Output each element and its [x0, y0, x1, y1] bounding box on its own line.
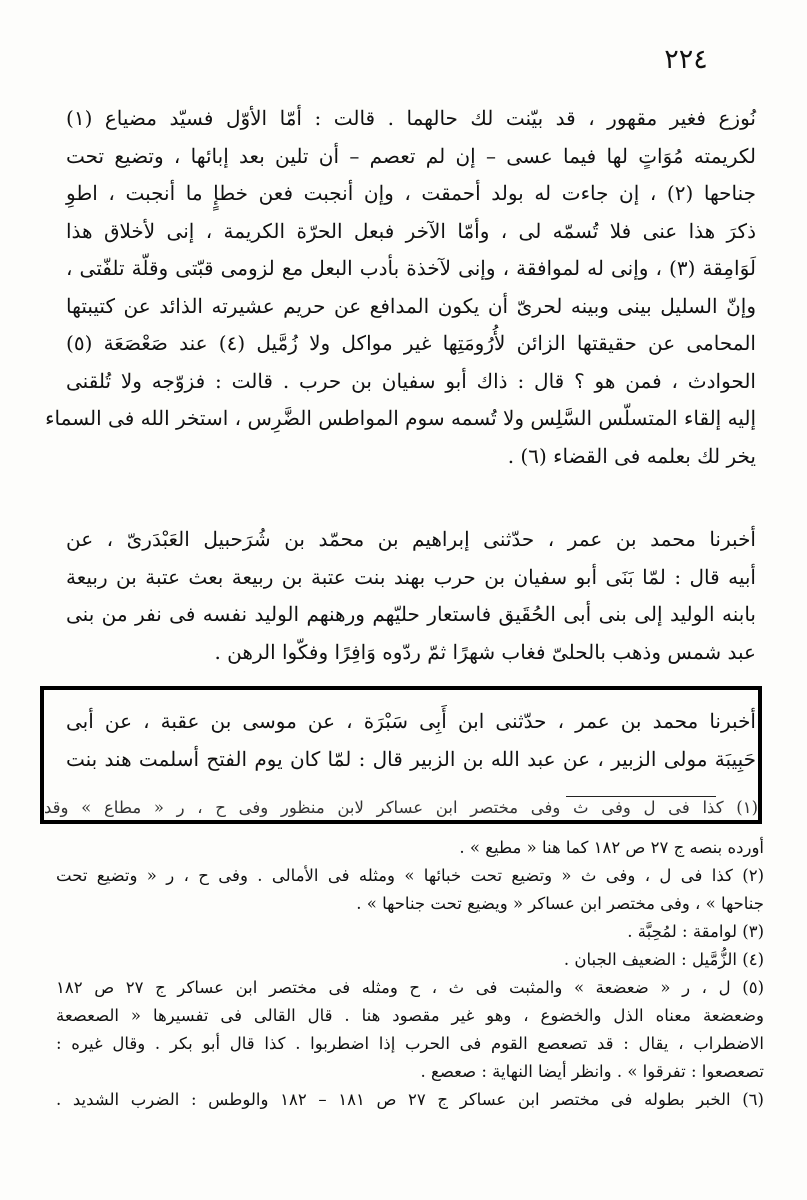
footnote-line: (٦) الخبر بطوله فى مختصر ابن عساكر ج ٢٧ ص ١٨١ – ١٨٢ والوطس : الضرب الشديد . — [56, 1090, 764, 1109]
footnote-separator — [566, 796, 716, 797]
text-line: المحامى عن حقيقتها الزائن لأُرُومَتِها غير مواكل ولا زُمَّيل (٤) عند صَعْصَعَة (٥) — [66, 331, 756, 355]
footnote-line: (٥) ل ، ر « ضعضعة » والمثبت فى ث ، ح ومثله فى مختصر ابن عساكر ج ٢٧ ص ١٨٢ — [56, 978, 764, 997]
text-line: الحوادث ، فمن هو ؟ قال : ذاك أبو سفيان بن حرب . قالت : فزوّجه ولا تُلقنى — [66, 368, 756, 393]
footnote-line: تصعصعوا : تفرقوا » . وانظر أيضا النهاية : صعصع . — [420, 1062, 764, 1081]
footnote-line: (٣) لوامقة : لمُحِبَّة . — [627, 922, 764, 941]
page-number: ٢٢٤ — [664, 44, 708, 75]
footnote-line: وضعضعة معناه الذل والخضوع ، وهو غير مقصود هنا . قال القالى فى تفسيرها « الصعصعة — [56, 1006, 764, 1025]
text-line: أخبرنا محمد بن عمر ، حدّثنى إبراهيم بن محمّد بن شُرَحبيل العَبْدَرىّ ، عن — [66, 527, 756, 551]
text-line: نُوزع فغير مقهور ، قد بيّنت لك حالهما . قالت : أمّا الأوّل فسيّد مضياع (١) — [66, 106, 756, 130]
text-line: لكريمته مُوَاتٍ لها فيما عسى – إن لم تعصم – أن تلين بعد إبائها ، وتضيع تحت — [66, 143, 756, 168]
footnote-line: (٤) الزُّمَّيل : الضعيف الجبان . — [563, 950, 764, 969]
footnote-line: (٢) كذا فى ل ، وفى ث « وتضيع تحت خبائها » ومثله فى الأمالى . وفى ح ، ر « وتضيع تحت — [56, 866, 764, 885]
text-line: أخبرنا محمد بن عمر ، حدّثنى ابن أَبِى سَبْرَة ، عن موسى بن عقبة ، عن أبى — [66, 709, 756, 733]
text-line: ذكرَ هذا عنى فلا تُسمّه لى ، وأمّا الآخر فبعل الحرّة الكريمة ، إنى لأخلاق هذا — [66, 218, 756, 243]
text-line: بابنه الوليد إلى بنى أبى الحُقَيق فاستعار حليّهم ورهنهم الوليد نفسه فى نفر من بنى — [66, 602, 756, 626]
text-line: جناحها (٢) ، إن جاءت له بولد أحمقت ، وإن أنجبت فعن خطإٍ ما أنجبت ، اطوِ — [66, 181, 757, 205]
paragraph-2 — [66, 521, 756, 671]
text-line: وإنّ السليل بينى وبينه لحرىّ أن يكون المدافع عن حريم عشيرته الذائد عن كتيبتها — [66, 293, 756, 318]
text-line: أبيه قال : لمّا بَنَى أبو سفيان بن حرب بهند بنت عتبة بن ربيعة بعث عتبة بن ربيعة — [66, 564, 756, 589]
text-line: حَبِيبَة مولى الزبير ، عن عبد الله بن الزبير قال : لمّا كان يوم الفتح أسلمت هند بنت — [66, 746, 756, 771]
footnote-line: أورده بنصه ج ٢٧ ص ١٨٢ كما هنا « مطيع » . — [459, 838, 764, 857]
paragraph-1 — [45, 100, 757, 475]
footnotes — [56, 834, 764, 1114]
footnote-cut-line — [44, 798, 758, 826]
paragraph-3 — [66, 703, 756, 778]
text-line: (١) كذا فى ل وفى ث وفى مختصر ابن عساكر لابن منظور وفى ح ، ر « مطاع » وقد — [44, 798, 758, 817]
text-line: يخر لك بعلمه فى القضاء (٦) . — [507, 443, 756, 468]
text-line: إليه إلقاء المتسلّس السَّلِس ولا تُسمه سوم المواطس الضَّرِس ، استخر الله فى السماء — [45, 406, 756, 430]
footnote-line: الاضطراب ، يقال : قد تصعصع القوم فى الحرب إذا اضطربوا . كذا قال أبو بكر . وقال غيره : — [56, 1034, 764, 1053]
footnote-line: جناحها » ، وفى مختصر ابن عساكر « ويضيع تحت جناحها » . — [356, 894, 764, 913]
text-line: عبد شمس وذهب بالحلىّ فغاب شهرًا ثمّ ردّوه وَافِرًا وفكّوا الرهن . — [214, 639, 756, 664]
text-line: لَوَامِقة (٣) ، وإنى له لموافقة ، وإنى لآخذة بأدب البعل مع لزومى قبّتى وقلّة تلفّتى ، — [66, 256, 756, 280]
